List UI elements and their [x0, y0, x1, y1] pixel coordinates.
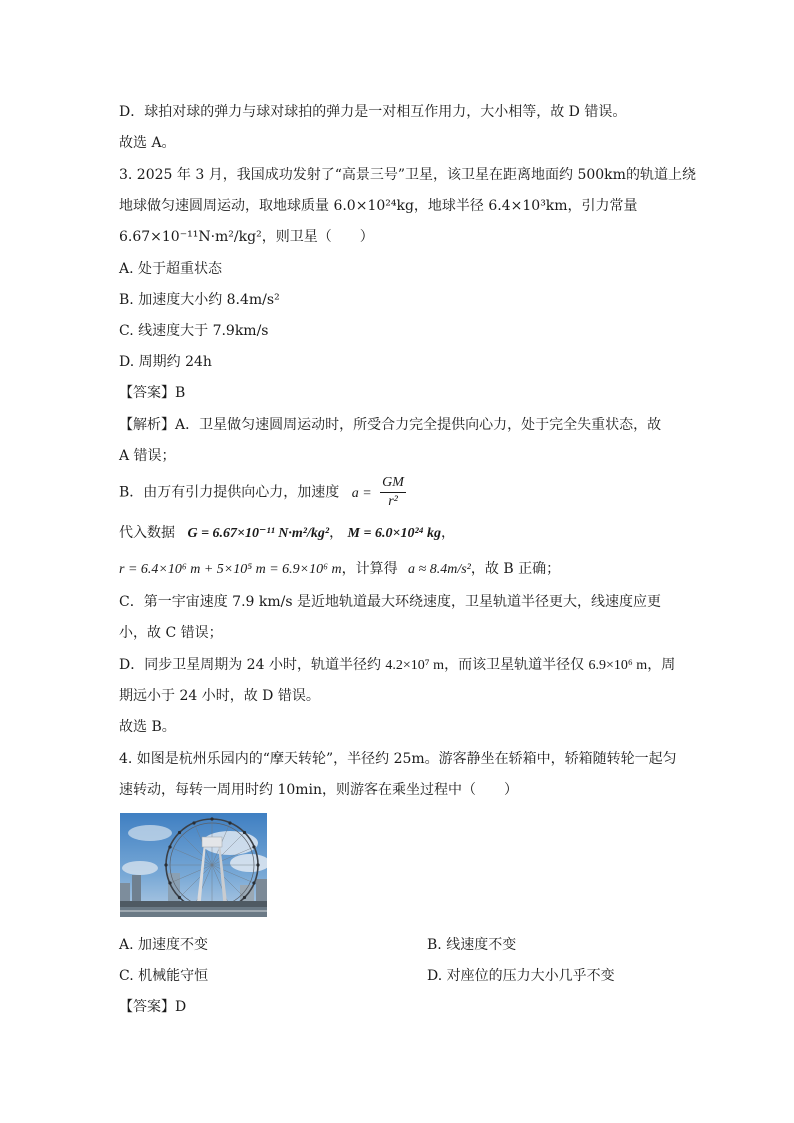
r-calc: r = 6.4×10⁶ m + 5×10⁵ m = 6.9×10⁶ m — [119, 562, 342, 577]
explanation-3: 【解析】A．卫星做匀速圆周运动时，所受合力完全提供向心力，处于完全失重状态，故 — [119, 417, 662, 433]
question-4-stem: 速转动，每转一周用时约 10min，则游客在乘坐过程中（ ） — [119, 782, 519, 798]
q3-option-b: B. 加速度大小约 8.4m/s² — [119, 292, 280, 308]
g-value: G = 6.67×10⁻¹¹ N·m²/kg² — [187, 526, 330, 541]
formula-fraction — [380, 474, 406, 511]
q4-option-a: A. 加速度不变 — [119, 937, 209, 953]
explanation-3-b-data: 代入数据 G = 6.67×10⁻¹¹ N·m²/kg²， M = 6.0×10²⁴ kg， — [119, 525, 456, 541]
formula-lhs: a = — [351, 485, 372, 501]
q3-option-d: D. 周期约 24h — [119, 354, 212, 370]
explanation-3-b: B．由万有引力提供向心力，加速度 a = $\frac{GM}{\text{r²}}$ — [119, 475, 404, 509]
r-sat: 6.9×10⁶ m — [588, 658, 648, 673]
conclusion-3: 故选 B。 — [119, 719, 176, 735]
q4-option-b: B. 线速度不变 — [427, 937, 517, 953]
explanation-3-d: D．同步卫星周期为 24 小时，轨道半径约 4.2×10⁷ m，而该卫星轨道半径仅 6.9×10⁶ m，周 — [119, 657, 676, 673]
a-result: a ≈ 8.4m/s² — [408, 562, 471, 577]
explanation-3-c: 小，故 C 错误； — [119, 625, 223, 641]
answer-3: 【答案】B — [119, 385, 186, 401]
explanation-3: A 错误； — [119, 448, 176, 464]
question-3-stem: 3. 2025 年 3 月，我国成功发射了“高景三号”卫星，该卫星在距离地面约 500km的轨道上绕 — [119, 167, 696, 183]
text-line: D．球拍对球的弹力与球对球拍的弹力是一对相互作用力，大小相等，故 D 错误。 — [119, 104, 627, 120]
answer-4: 【答案】D — [119, 999, 187, 1015]
formula-denominator: r² — [388, 494, 398, 509]
explanation-3-d: 期远小于 24 小时，故 D 错误。 — [119, 688, 320, 704]
question-4-stem: 4. 如图是杭州乐园内的“摩天转轮”，半径约 25m。游客静坐在轿箱中，轿箱随转轮一起匀 — [119, 751, 677, 767]
question-3-stem: 6.67×10⁻¹¹N·m²/kg²，则卫星（ ） — [119, 229, 374, 245]
r-sync: 4.2×10⁷ m — [385, 658, 445, 673]
formula-numerator: GM — [380, 474, 406, 493]
text-line: 故选 A。 — [119, 135, 176, 151]
ferris-wheel-photo — [120, 813, 267, 917]
explanation-3-c: C．第一宇宙速度 7.9 km/s 是近地轨道最大环绕速度，卫星轨道半径更大，线速度应更 — [119, 594, 661, 610]
q3-option-c: C. 线速度大于 7.9km/s — [119, 323, 269, 339]
explanation-3-b-calc: r = 6.4×10⁶ m + 5×10⁵ m = 6.9×10⁶ m，计算得 a ≈ 8.4m/s²，故 B 正确； — [119, 561, 561, 577]
q4-option-c: C. 机械能守恒 — [119, 968, 209, 984]
q4-option-d: D. 对座位的压力大小几乎不变 — [427, 968, 615, 984]
question-3-stem: 地球做匀速圆周运动，取地球质量 6.0×10²⁴kg，地球半径 6.4×10³km，引力常量 — [119, 198, 638, 214]
q3-option-a: A. 处于超重状态 — [119, 261, 223, 277]
m-value: M = 6.0×10²⁴ kg — [347, 526, 442, 541]
